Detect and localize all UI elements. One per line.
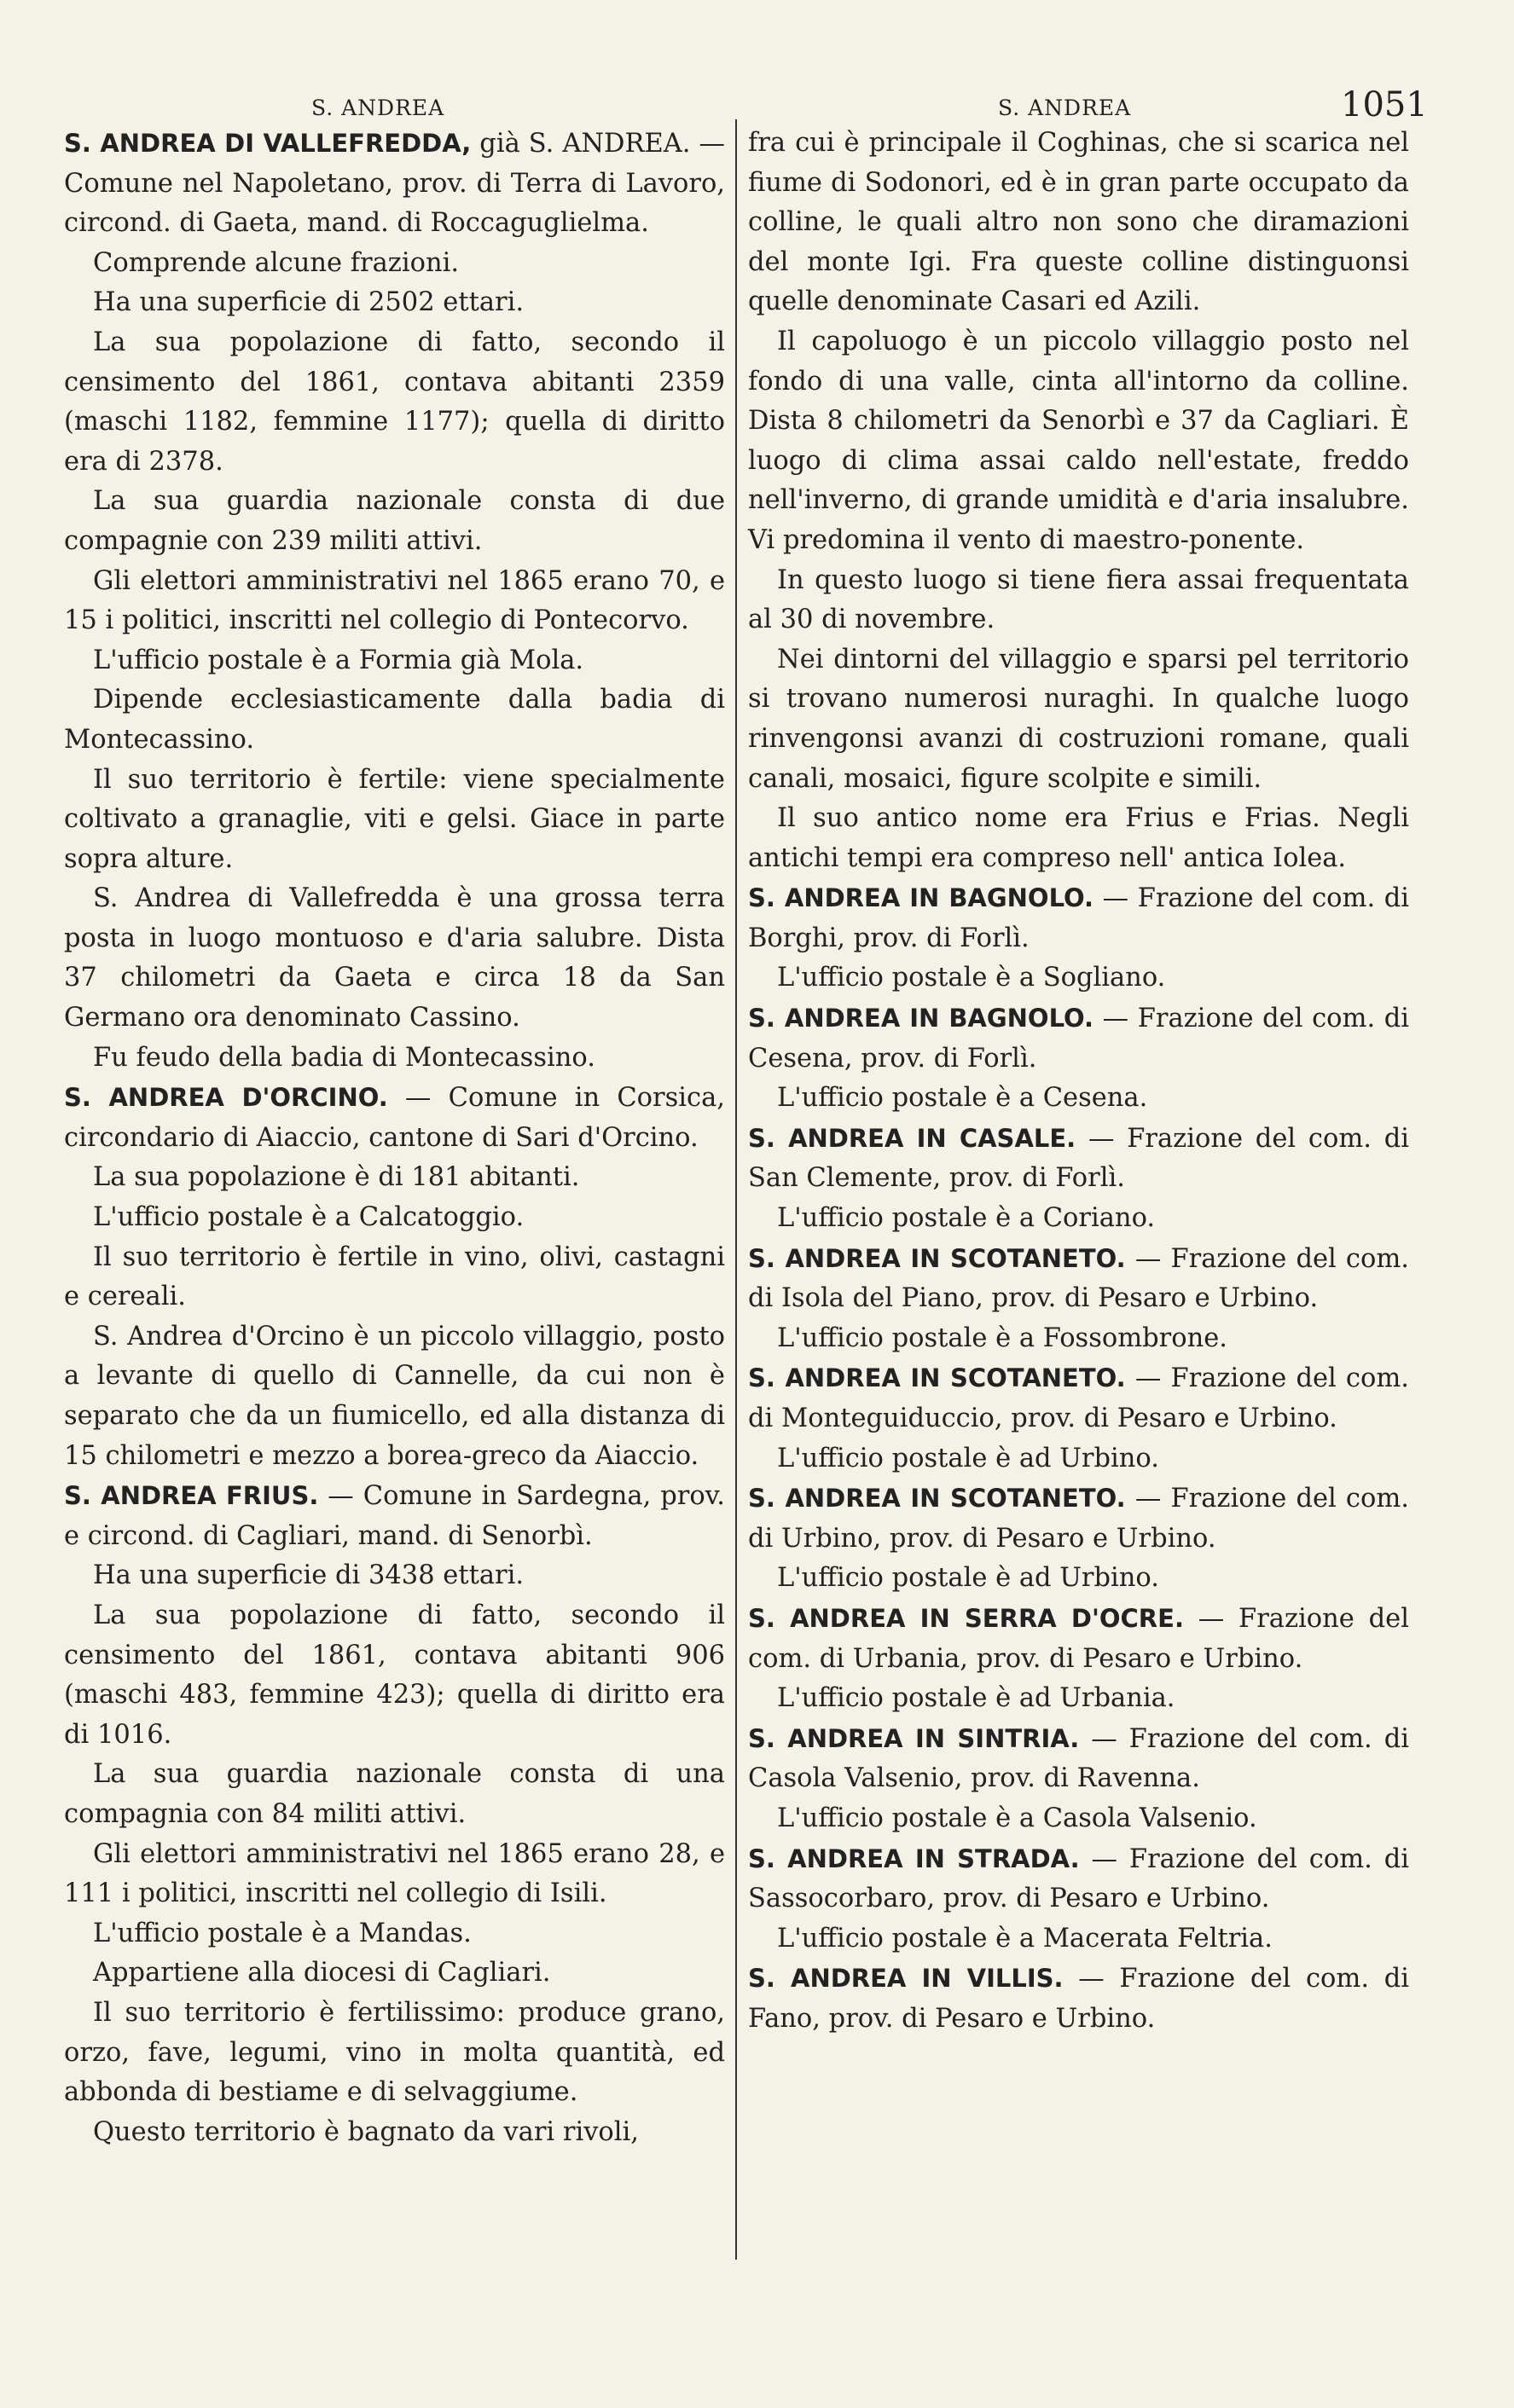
paragraph-text: Il suo antico nome era Frius e Frias. Negli antichi tempi era compreso nell' antica Iolea. [748, 803, 1409, 873]
entry-paragraph [748, 1719, 1409, 1799]
entry-title: S. ANDREA IN SINTRIA. [748, 1723, 1080, 1753]
entry-paragraph [748, 1119, 1409, 1199]
entry-title: S. ANDREA D'ORCINO. [64, 1083, 388, 1113]
entry-paragraph [64, 1476, 725, 1556]
paragraph-text: — Frazione del com. di San Clemente, prov. di Forlì. [748, 1123, 1409, 1194]
body-paragraph [64, 1914, 725, 1954]
entry-title: S. ANDREA DI VALLEFREDDA, [64, 129, 472, 158]
entry-paragraph [748, 1959, 1409, 2039]
body-paragraph [64, 562, 725, 641]
paragraph-text: L'ufficio postale è a Coriano. [777, 1203, 1156, 1234]
body-paragraph [748, 1799, 1409, 1839]
entry-paragraph [748, 878, 1409, 958]
body-paragraph [64, 1158, 725, 1198]
paragraph-text: La sua popolazione di fatto, secondo il censimento del 1861, contava abitanti 2359 (maschi 1182, femmine 1177); quella di diritto era di 2378. [64, 327, 725, 477]
body-paragraph [64, 1755, 725, 1834]
paragraph-text: — Comune in Corsica, circondario di Aiaccio, cantone di Sari d'Orcino. [64, 1083, 725, 1153]
paragraph-text: Nei dintorni del villaggio e sparsi pel territorio si trovano numerosi nuraghi. In qualche luogo rinvengonsi avanzi di costruzioni romane, quali canali, mosaici, figure scolpite e simili. [748, 644, 1409, 794]
paragraph-text: Gli elettori amministrativi nel 1865 erano 28, e 111 i politici, inscritti nel collegio di Isili. [64, 1838, 725, 1909]
body-paragraph [64, 879, 725, 1038]
paragraph-text: — Frazione del com. di Sassocorbaro, prov. di Pesaro e Urbino. [748, 1844, 1409, 1914]
body-paragraph [64, 283, 725, 323]
body-paragraph [64, 1039, 725, 1079]
paragraph-text: Fu feudo della badia di Montecassino. [93, 1042, 595, 1073]
paragraph-text: La sua guardia nazionale consta di due compagnie con 239 militi attivi. [64, 486, 725, 556]
paragraph-text: Comprende alcune frazioni. [93, 247, 460, 278]
paragraph-text: L'ufficio postale è a Cesena. [777, 1083, 1148, 1114]
paragraph-text: — Frazione del com. di Urbania, prov. di Pesaro e Urbino. [748, 1603, 1409, 1674]
body-paragraph [748, 1919, 1409, 1959]
paragraph-text: — Frazione del com. di Borghi, prov. di Forlì. [748, 883, 1410, 953]
right-column [748, 124, 1409, 2040]
body-paragraph [748, 1319, 1409, 1359]
paragraph-text: L'ufficio postale è ad Urbino. [777, 1443, 1159, 1473]
body-paragraph [748, 124, 1409, 322]
body-paragraph [64, 482, 725, 561]
body-paragraph [748, 958, 1409, 999]
body-paragraph [64, 1994, 725, 2113]
body-paragraph [64, 1198, 725, 1238]
body-paragraph [64, 680, 725, 760]
entry-title: S. ANDREA IN BAGNOLO. [748, 883, 1094, 913]
entry-paragraph [748, 1239, 1409, 1319]
body-paragraph [64, 1954, 725, 1994]
body-paragraph [748, 640, 1409, 799]
paragraph-text: La sua guardia nazionale consta di una compagnia con 84 militi attivi. [64, 1759, 725, 1829]
paragraph-text: Dipende ecclesiasticamente dalla badia di Montecassino. [64, 685, 725, 755]
body-paragraph [64, 323, 725, 482]
entry-paragraph [64, 1078, 725, 1158]
body-paragraph [748, 322, 1409, 561]
paragraph-text: fra cui è principale il Coghinas, che si scarica nel fiume di Sodonori, ed è in gran parte occupato da colline, le quali altro non sono che diramazioni del monte Igi. Fra queste colline distinguonsi quelle denominate Casari ed Azili. [748, 128, 1409, 317]
column-divider [735, 119, 737, 2260]
running-head-left: S. ANDREA [311, 96, 445, 120]
body-paragraph [748, 1079, 1409, 1119]
paragraph-text: Il suo territorio è fertile: viene specialmente coltivato a granaglie, viti e gelsi. Giace in parte sopra alture. [64, 764, 725, 874]
left-column [64, 124, 725, 2152]
paragraph-text: L'ufficio postale è a Formia già Mola. [93, 645, 584, 675]
body-paragraph [64, 244, 725, 284]
entry-title: S. ANDREA IN SCOTANETO. [748, 1484, 1126, 1514]
body-paragraph [748, 1439, 1409, 1479]
paragraph-text: — Frazione del com. di Cesena, prov. di Forlì. [748, 1004, 1410, 1074]
paragraph-text: S. Andrea d'Orcino è un piccolo villaggio, posto a levante di quello di Cannelle, da cui non è separato che da un fiumicello, ed alla distanza di 15 chilometri e mezzo a borea-greco da Aiaccio. [64, 1321, 725, 1471]
paragraph-text: Gli elettori amministrativi nel 1865 erano 70, e 15 i politici, inscritti nel collegio di Pontecorvo. [64, 565, 725, 636]
paragraph-text: In questo luogo si tiene fiera assai frequentata al 30 di novembre. [748, 564, 1409, 635]
entry-paragraph [748, 999, 1409, 1079]
body-paragraph [748, 1679, 1409, 1719]
entry-paragraph [64, 124, 725, 244]
body-paragraph [64, 1238, 725, 1317]
entry-title: S. ANDREA IN SERRA D'OCRE. [748, 1603, 1184, 1633]
entry-title: S. ANDREA IN CASALE. [748, 1123, 1076, 1153]
paragraph-text: — Frazione del com. di Isola del Piano, prov. di Pesaro e Urbino. [748, 1243, 1409, 1314]
body-paragraph [748, 799, 1409, 878]
paragraph-text: Il suo territorio è fertilissimo: produce grano, orzo, fave, legumi, vino in molta quantità, ed abbonda di bestiame e di selvaggiume. [64, 1997, 725, 2108]
body-paragraph [64, 1317, 725, 1476]
entry-paragraph [748, 1479, 1409, 1559]
paragraph-text: L'ufficio postale è a Mandas. [93, 1918, 472, 1948]
paragraph-text: — Comune in Sardegna, prov. e circond. di Cagliari, mand. di Senorbì. [64, 1481, 725, 1551]
paragraph-text: Il capoluogo è un piccolo villaggio posto nel fondo di una valle, cinta all'intorno da colline. Dista 8 chilometri da Senorbì e 37 da Cagliari. È luogo di clima assai caldo nell'estate, freddo nell'inverno, di grande umidità e d'aria insalubre. Vi predomina il vento di maestro-ponente. [748, 326, 1409, 555]
paragraph-text: L'ufficio postale è ad Urbania. [777, 1683, 1175, 1714]
paragraph-text: L'ufficio postale è a Casola Valsenio. [777, 1803, 1257, 1833]
paragraph-text: già S. ANDREA. — Comune nel Napoletano, prov. di Terra di Lavoro, circond. di Gaeta, mand. di Roccaguglielma. [64, 129, 725, 239]
paragraph-text: Il suo territorio è fertile in vino, olivi, castagni e cereali. [64, 1242, 725, 1312]
paragraph-text: La sua popolazione di fatto, secondo il censimento del 1861, contava abitanti 906 (maschi 483, femmine 423); quella di diritto era di 1016. [64, 1600, 725, 1750]
entry-title: S. ANDREA IN VILLIS. [748, 1964, 1064, 1994]
paragraph-text: — Frazione del com. di Urbino, prov. di Pesaro e Urbino. [748, 1484, 1409, 1554]
paragraph-text: Appartiene alla diocesi di Cagliari. [93, 1958, 551, 1988]
paragraph-text: L'ufficio postale è ad Urbino. [777, 1563, 1159, 1594]
entry-paragraph [748, 1358, 1409, 1438]
paragraph-text: La sua popolazione è di 181 abitanti. [93, 1162, 580, 1193]
paragraph-text: L'ufficio postale è a Calcatoggio. [93, 1202, 525, 1233]
entry-title: S. ANDREA IN SCOTANETO. [748, 1363, 1126, 1393]
running-head-right: S. ANDREA [998, 96, 1132, 120]
body-paragraph [64, 761, 725, 880]
body-paragraph [748, 1559, 1409, 1599]
entry-paragraph [748, 1599, 1409, 1679]
paragraph-text: L'ufficio postale è a Fossombrone. [777, 1323, 1228, 1353]
paragraph-text: S. Andrea di Vallefredda è una grossa terra posta in luogo montuoso e d'aria salubre. Dista 37 chilometri da Gaeta e circa 18 da San Germano ora denominato Cassino. [64, 883, 725, 1033]
paragraph-text: Ha una superficie di 3438 ettari. [93, 1560, 525, 1591]
paragraph-text: Questo territorio è bagnato da vari rivoli, [93, 2116, 639, 2147]
body-paragraph [64, 1835, 725, 1914]
body-paragraph [748, 1199, 1409, 1239]
entry-title: S. ANDREA IN STRADA. [748, 1844, 1080, 1873]
paragraph-text: — Frazione del com. di Casola Valsenio, prov. di Ravenna. [748, 1723, 1409, 1794]
entry-paragraph [748, 1839, 1409, 1919]
paragraph-text: — Frazione del com. di Monteguiduccio, prov. di Pesaro e Urbino. [748, 1363, 1409, 1433]
body-paragraph [64, 2113, 725, 2153]
page-number: 1051 [1341, 85, 1428, 124]
paragraph-text: — Frazione del com. di Fano, prov. di Pesaro e Urbino. [748, 1964, 1409, 2034]
paragraph-text: Ha una superficie di 2502 ettari. [93, 287, 525, 318]
body-paragraph [64, 1556, 725, 1596]
entry-title: S. ANDREA IN BAGNOLO. [748, 1004, 1094, 1033]
body-paragraph [64, 1596, 725, 1755]
entry-title: S. ANDREA FRIUS. [64, 1481, 319, 1511]
body-paragraph [64, 641, 725, 681]
entry-title: S. ANDREA IN SCOTANETO. [748, 1243, 1126, 1273]
paragraph-text: L'ufficio postale è a Macerata Feltria. [777, 1923, 1273, 1954]
body-paragraph [748, 561, 1409, 640]
paragraph-text: L'ufficio postale è a Sogliano. [777, 963, 1166, 993]
